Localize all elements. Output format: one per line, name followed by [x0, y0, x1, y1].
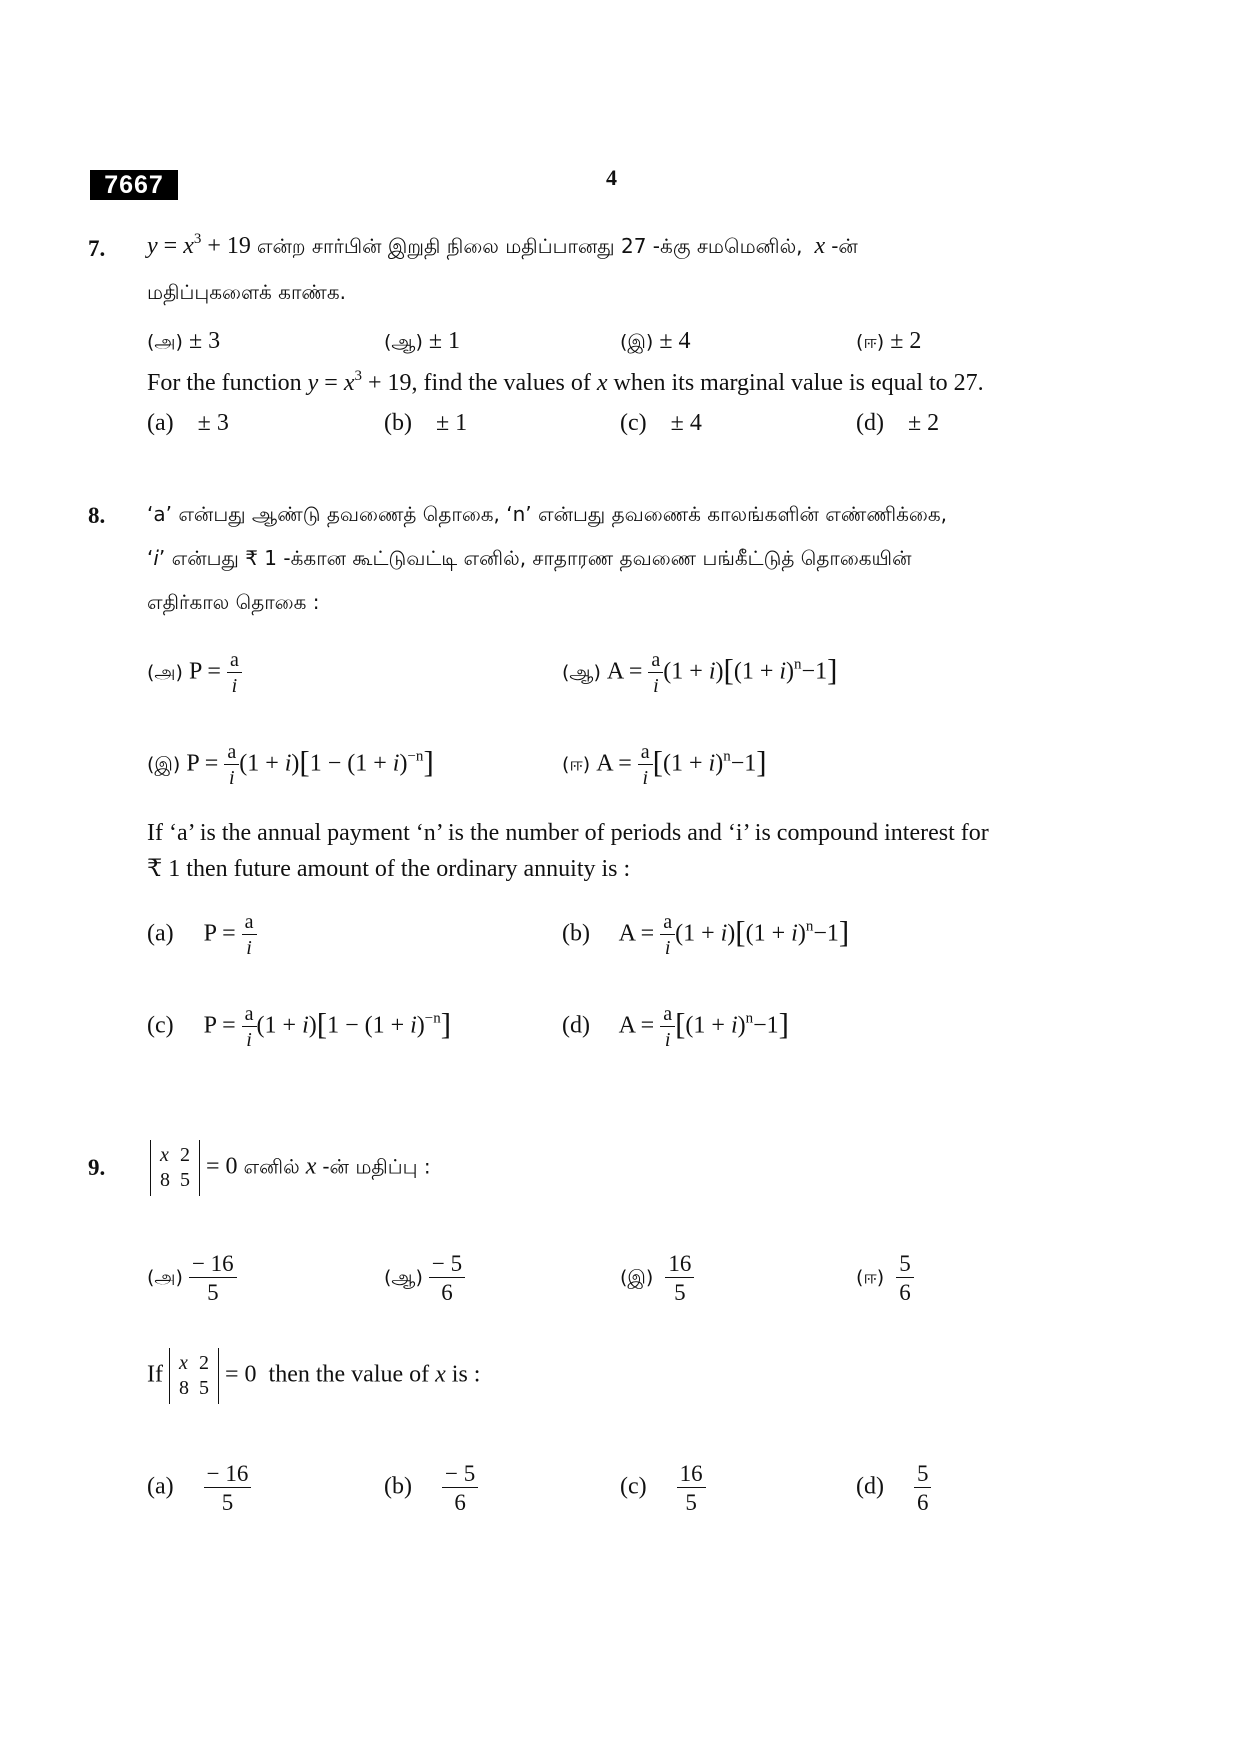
option-value: ± 3: [197, 410, 229, 436]
option-label: (a): [147, 920, 174, 947]
option-label: (d): [856, 410, 884, 436]
q8-option-english-a[interactable]: (a) P = $\frac{a}{i}$: [147, 912, 257, 958]
q9-number: 9.: [88, 1155, 106, 1180]
option-value: ± 1: [428, 328, 461, 354]
option-value: ± 3: [188, 328, 221, 354]
q9-option-english-c[interactable]: (c) $\frac{16}{5}$: [620, 1462, 706, 1514]
q8-option-tamil-b[interactable]: (ஆ) A = $\frac{a}{i}$ $(1 + i)[(1 + i)^n-1]$: [562, 649, 838, 697]
option-label: (c): [620, 1473, 647, 1500]
option-value: ± 4: [659, 328, 691, 354]
q7-tamil-line1: $y = x^3 + 19$ என்ற சார்பின் இறுதி நிலை மதிப்பானது 27 -க்கு சமமெனில், x -ன்: [147, 231, 858, 259]
determinant: x 2 8 5: [150, 1140, 200, 1196]
q8-tamil-line2: ‘i’ என்பது ₹ 1 -க்கான கூட்டுவட்டி எனில், சாதாரண தவணை பங்கீட்டுத் தொகையின்: [147, 546, 912, 570]
q8-option-tamil-c[interactable]: (இ) P = $\frac{a}{i}$ $(1 + i)[1 - (1 + i)^{-n}]$: [147, 741, 434, 789]
option-label: (ஈ): [856, 331, 885, 353]
option-label: (இ): [620, 1266, 654, 1289]
page-number: 4: [606, 165, 617, 190]
option-label: (b): [384, 1473, 412, 1500]
q8-option-tamil-a[interactable]: (அ) P = $\frac{a}{i}$: [147, 650, 242, 696]
q7-option-tamil-b[interactable]: [384, 328, 460, 356]
option-value: ± 1: [435, 410, 468, 436]
option-label: (அ): [147, 661, 183, 684]
option-value: ± 2: [890, 328, 922, 354]
option-label: (a): [147, 410, 174, 436]
q7-english-text: For the function $y = x^3 + 19$, find the values of x when its marginal value is equal to 27.: [147, 368, 984, 396]
option-label: (c): [620, 410, 647, 436]
option-label: (இ): [147, 753, 181, 776]
q7-option-english-c[interactable]: [620, 410, 702, 437]
option-label: (ஆ): [384, 331, 423, 353]
option-label: (c): [147, 1012, 174, 1039]
q7-option-tamil-d[interactable]: [856, 328, 921, 356]
q7-tamil-line2: மதிப்புகளைக் காண்க.: [147, 280, 347, 304]
option-label: (அ): [147, 1266, 183, 1289]
q9-option-english-b[interactable]: (b) $\frac{- 5}{6}$: [384, 1462, 478, 1514]
q9-option-english-a[interactable]: (a) $\frac{- 16}{5}$: [147, 1462, 251, 1514]
q9-option-tamil-a[interactable]: (அ) $\frac{- 16}{5}$: [147, 1252, 237, 1304]
option-label: (b): [384, 410, 412, 436]
option-value: ± 4: [670, 410, 702, 436]
option-label: (ஆ): [562, 661, 601, 684]
q7-option-english-d[interactable]: [856, 410, 939, 437]
option-label: (ஆ): [384, 1266, 423, 1289]
option-label: (d): [562, 1012, 590, 1039]
q7-number: 7.: [88, 236, 106, 261]
q7-option-tamil-a[interactable]: [147, 328, 220, 356]
option-label: (இ): [620, 331, 654, 353]
q8-english-line1: If ‘a’ is the annual payment ‘n’ is the number of periods and ‘i’ is compound interest for: [147, 820, 989, 846]
q8-option-english-c[interactable]: (c) P = $\frac{a}{i}$ $(1 + i)[1 - (1 + i)^{-n}]$: [147, 1003, 452, 1051]
q8-option-english-b[interactable]: (b) A = $\frac{a}{i}$ $(1 + i)[(1 + i)^n-1]$: [562, 911, 850, 959]
option-label: (d): [856, 1473, 884, 1500]
q8-number: 8.: [88, 503, 106, 528]
q9-tamil-stem: x 2 8 5 = 0 எனில் x -ன் மதிப்பு :: [150, 1140, 431, 1196]
q7-option-english-a[interactable]: [147, 410, 229, 437]
option-label: (ஈ): [562, 753, 591, 776]
option-label: (b): [562, 920, 590, 947]
q9-option-english-d[interactable]: (d) $\frac{5}{6}$: [856, 1462, 931, 1514]
q8-tamil-line1: ‘a’ என்பது ஆண்டு தவணைத் தொகை, ‘n’ என்பது தவணைக் காலங்களின் எண்ணிக்கை,: [147, 502, 947, 526]
q8-option-english-d[interactable]: (d) A = $\frac{a}{i}$ $[(1 + i)^n-1]$: [562, 1003, 789, 1051]
q7-option-english-b[interactable]: [384, 410, 467, 437]
option-value: ± 2: [907, 410, 940, 436]
q8-tamil-line3: எதிர்கால தொகை :: [147, 590, 320, 614]
q8-option-tamil-d[interactable]: (ஈ) A = $\frac{a}{i}$ $[(1 + i)^n-1]$: [562, 741, 767, 789]
q7-option-tamil-c[interactable]: [620, 328, 690, 356]
q9-option-tamil-c[interactable]: (இ) $\frac{16}{5}$: [620, 1252, 694, 1304]
q7-tamil-text: என்ற சார்பின் இறுதி நிலை மதிப்பானது 27 -க்கு சமமெனில்,: [256, 234, 803, 258]
q9-english-stem: If x 2 8 5 = 0 then the value of x is :: [147, 1348, 480, 1404]
option-label: (அ): [147, 331, 183, 353]
option-label: (a): [147, 1473, 174, 1500]
option-label: (ஈ): [856, 1266, 885, 1289]
q9-option-tamil-d[interactable]: (ஈ) $\frac{5}{6}$: [856, 1252, 914, 1304]
q7-tamil-x-suffix: -ன்: [831, 234, 858, 258]
paper-code-badge: 7667: [90, 170, 178, 200]
q8-english-line2: ₹ 1 then future amount of the ordinary annuity is :: [147, 856, 631, 882]
determinant: x 2 8 5: [169, 1348, 219, 1404]
q9-option-tamil-b[interactable]: (ஆ) $\frac{- 5}{6}$: [384, 1252, 465, 1304]
